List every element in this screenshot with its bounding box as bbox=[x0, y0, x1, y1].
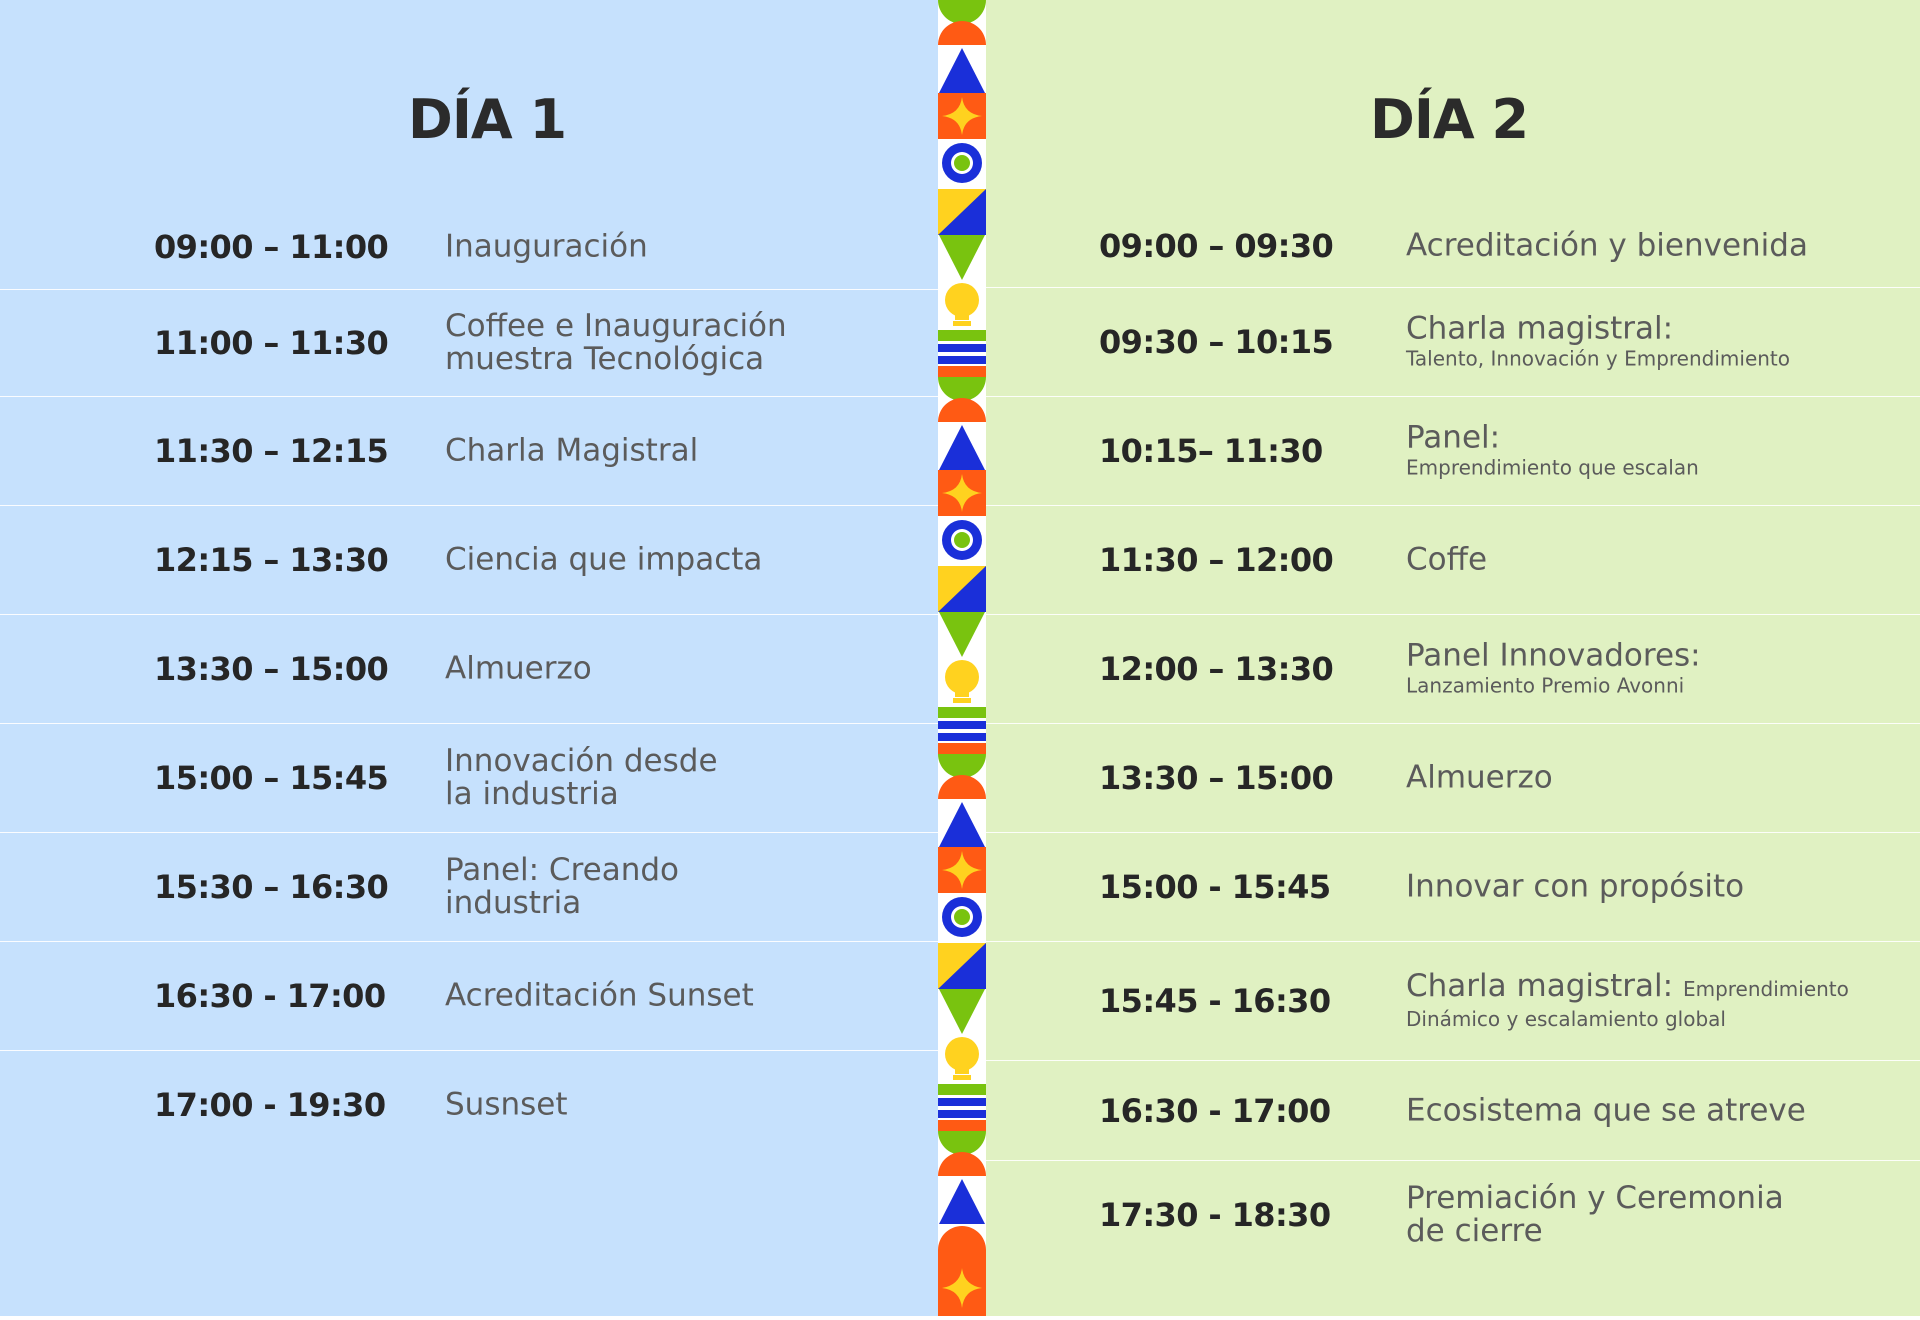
session-title-line: Premiación y Ceremonia bbox=[1406, 1180, 1784, 1216]
session-title-line: Panel: bbox=[1406, 419, 1501, 456]
day2-title: DÍA 2 bbox=[1370, 88, 1529, 151]
session-title bbox=[1406, 759, 1553, 796]
session-time: 11:30 – 12:00 bbox=[1099, 541, 1334, 579]
session-title-line: Panel Innovadores: bbox=[1406, 637, 1701, 674]
schedule-row bbox=[986, 942, 1920, 1061]
session-time: 10:15– 11:30 bbox=[1099, 432, 1323, 470]
day2-column bbox=[986, 0, 1920, 1316]
session-title bbox=[445, 432, 699, 469]
session-time: 15:45 - 16:30 bbox=[1099, 982, 1331, 1020]
session-title bbox=[445, 310, 787, 376]
session-time: 12:15 – 13:30 bbox=[154, 541, 389, 579]
schedule-row bbox=[0, 724, 938, 833]
session-title bbox=[445, 1086, 568, 1123]
session-title-line bbox=[1406, 970, 1849, 1006]
session-title-text: Charla magistral: bbox=[1406, 968, 1674, 1004]
session-title-line: Acreditación Sunset bbox=[445, 977, 754, 1014]
session-time: 16:30 - 17:00 bbox=[154, 977, 386, 1015]
schedule-row bbox=[0, 1051, 938, 1159]
session-subtitle: Lanzamiento Premio Avonni bbox=[1406, 673, 1685, 698]
session-title bbox=[445, 745, 718, 811]
schedule-row bbox=[986, 1061, 1920, 1161]
schedule-row bbox=[986, 205, 1920, 288]
session-title bbox=[1406, 637, 1701, 699]
session-title bbox=[445, 228, 648, 265]
session-title-line: de cierre bbox=[1406, 1213, 1543, 1249]
schedule-row bbox=[0, 205, 938, 290]
session-title-line: Acreditación y bienvenida bbox=[1406, 227, 1808, 264]
session-time: 11:00 – 11:30 bbox=[154, 324, 389, 362]
session-title-line: Innovar con propósito bbox=[1406, 868, 1745, 905]
session-title bbox=[1406, 970, 1849, 1032]
session-title bbox=[1406, 310, 1791, 372]
session-title-line: Coffee e Inauguración bbox=[445, 308, 787, 344]
session-title-line: industria bbox=[445, 885, 582, 921]
session-time: 15:00 – 15:45 bbox=[154, 759, 389, 797]
session-time: 15:00 - 15:45 bbox=[1099, 868, 1331, 906]
session-title-line: la industria bbox=[445, 776, 619, 812]
session-title-line: Almuerzo bbox=[1406, 759, 1553, 796]
session-title bbox=[1406, 419, 1699, 481]
session-title bbox=[445, 854, 679, 920]
session-time: 09:30 – 10:15 bbox=[1099, 323, 1334, 361]
schedule-row bbox=[0, 833, 938, 942]
session-title bbox=[1406, 541, 1488, 578]
session-time: 09:00 – 11:00 bbox=[154, 228, 389, 266]
schedule-row bbox=[986, 506, 1920, 615]
session-title-line: Charla magistral: bbox=[1406, 310, 1674, 347]
session-time: 13:30 – 15:00 bbox=[1099, 759, 1334, 797]
session-title bbox=[1406, 1182, 1784, 1248]
session-time: 17:30 - 18:30 bbox=[1099, 1196, 1331, 1234]
schedule-row bbox=[0, 615, 938, 724]
schedule-row bbox=[986, 1161, 1920, 1269]
session-time: 13:30 – 15:00 bbox=[154, 650, 389, 688]
session-title bbox=[1406, 227, 1808, 264]
session-title bbox=[1406, 1094, 1806, 1127]
session-title-line: Susnset bbox=[445, 1086, 568, 1123]
session-title-suffix: Emprendimiento bbox=[1682, 977, 1849, 1001]
schedule-row bbox=[0, 942, 938, 1051]
schedule-row bbox=[0, 397, 938, 506]
session-title bbox=[1406, 868, 1745, 905]
schedule-row bbox=[986, 288, 1920, 397]
session-subtitle: Dinámico y escalamiento global bbox=[1406, 1007, 1726, 1031]
session-subtitle: Talento, Innovación y Emprendimiento bbox=[1406, 346, 1791, 371]
schedule-row bbox=[986, 615, 1920, 724]
session-title-line: Coffe bbox=[1406, 541, 1488, 578]
session-time: 16:30 - 17:00 bbox=[1099, 1091, 1331, 1130]
session-title bbox=[445, 650, 592, 687]
session-title-line: Panel: Creando bbox=[445, 852, 679, 888]
geometric-totem-illustration bbox=[938, 0, 986, 1316]
session-time: 17:00 - 19:30 bbox=[154, 1086, 386, 1124]
schedule-row bbox=[986, 397, 1920, 506]
session-title-line: Innovación desde bbox=[445, 743, 718, 779]
session-title bbox=[445, 541, 763, 578]
session-title bbox=[445, 977, 754, 1014]
schedule-row bbox=[0, 506, 938, 615]
session-title-line: Charla Magistral bbox=[445, 432, 699, 469]
session-time: 12:00 – 13:30 bbox=[1099, 650, 1334, 688]
session-title-line: Ciencia que impacta bbox=[445, 541, 763, 578]
session-title-line: Almuerzo bbox=[445, 650, 592, 687]
session-title-line: Ecosistema que se atreve bbox=[1406, 1092, 1806, 1128]
session-subtitle: Emprendimiento que escalan bbox=[1406, 455, 1699, 480]
decorative-divider bbox=[938, 0, 986, 1316]
session-time: 09:00 – 09:30 bbox=[1099, 227, 1334, 265]
session-time: 11:30 – 12:15 bbox=[154, 432, 389, 470]
schedule-row bbox=[986, 833, 1920, 942]
session-time: 15:30 – 16:30 bbox=[154, 868, 389, 906]
schedule-row bbox=[986, 724, 1920, 833]
schedule-row bbox=[0, 290, 938, 397]
session-title-line: muestra Tecnológica bbox=[445, 341, 765, 377]
day1-column bbox=[0, 0, 938, 1316]
day1-title: DÍA 1 bbox=[408, 88, 567, 151]
session-title-line: Inauguración bbox=[445, 228, 648, 265]
